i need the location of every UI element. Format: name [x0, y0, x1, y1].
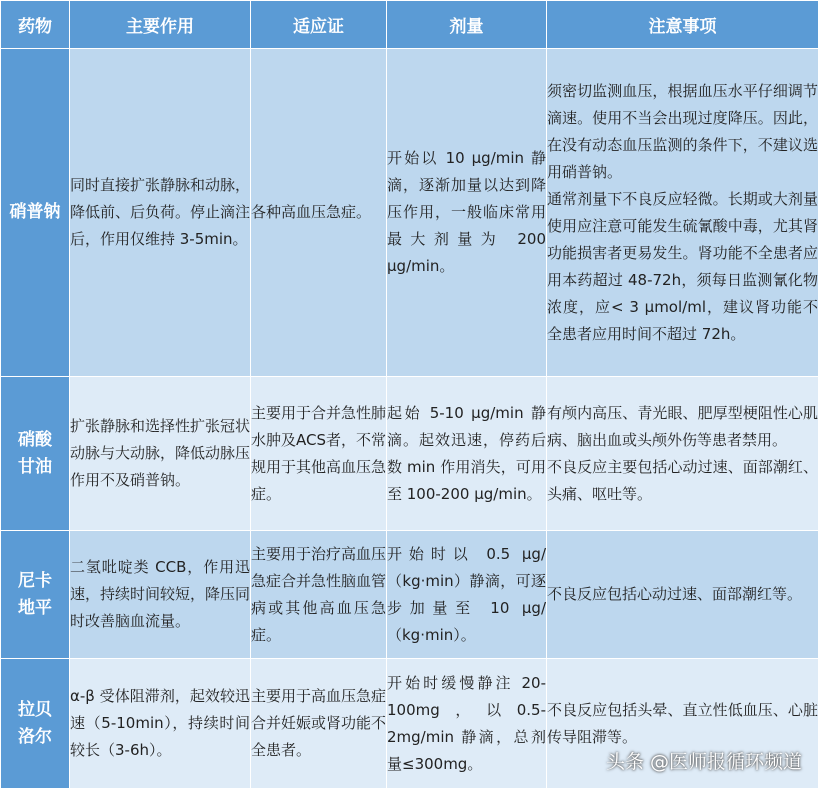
notes-paragraph: 不良反应包括心动过速、面部潮红等。: [547, 581, 818, 608]
header-action: 主要作用: [70, 1, 251, 49]
notes-cell: [547, 531, 818, 659]
indication-cell: 主要用于治疗高血压急症合并急性脑血管病或其他高血压急症。: [251, 531, 387, 659]
action-cell: α-β 受体阻滞剂，起效较迅速（5-10min），持续时间较长（3-6h）。: [70, 659, 251, 789]
table-row: [1, 531, 818, 659]
drug-name-line: 地平: [1, 595, 69, 622]
indication-cell: 主要用于高血压急症合并妊娠或肾功能不全患者。: [251, 659, 387, 789]
notes-paragraph: 须密切监测血压，根据血压水平仔细调节滴速。使用不当会出现过度降压。因此，在没有动态血压监测的条件下，不建议选用硝普钠。: [547, 78, 818, 186]
action-cell: 扩张静脉和选择性扩张冠状动脉与大动脉，降低动脉压作用不及硝普钠。: [70, 377, 251, 531]
drug-name-line: 硝普钠: [1, 199, 69, 226]
table-row: [1, 377, 818, 531]
watermark: 头条 @医师报循环频道: [606, 747, 802, 774]
indication-cell: 主要用于合并急性肺水肿及ACS者，不常规用于其他高血压急症。: [251, 377, 387, 531]
drug-name-line: 尼卡: [1, 568, 69, 595]
drug-name-line: 甘油: [1, 454, 69, 481]
drug-name: [1, 377, 70, 531]
indication-cell: 各种高血压急症。: [251, 49, 387, 377]
dose-cell: 开始时缓慢静注 20-100mg，以0.5-2mg/min 静滴，总剂量≤300mg。: [387, 659, 547, 789]
drug-name-line: 洛尔: [1, 724, 69, 751]
drug-name: [1, 659, 70, 789]
action-cell: 同时直接扩张静脉和动脉，降低前、后负荷。停止滴注后，作用仅维持 3-5min。: [70, 49, 251, 377]
drug-name: [1, 531, 70, 659]
header-notes: 注意事项: [547, 1, 818, 49]
notes-paragraph: 不良反应包括头晕、直立性低血压、心脏传导阻滞等。: [547, 697, 818, 751]
table-header: [1, 1, 818, 49]
header-dose: 剂量: [387, 1, 547, 49]
notes-paragraph: 有颅内高压、青光眼、肥厚型梗阻性心肌病、脑出血或头颅外伤等患者禁用。: [547, 400, 818, 454]
notes-paragraph: 不良反应主要包括心动过速、面部潮红、头痛、呕吐等。: [547, 454, 818, 508]
drug-name: [1, 49, 70, 377]
drug-name-line: 硝酸: [1, 427, 69, 454]
drug-name-line: 拉贝: [1, 697, 69, 724]
dose-cell: 开始以 10 μg/min 静滴，逐渐加量以达到降压作用，一般临床常用最大剂量为 200 μg/min。: [387, 49, 547, 377]
header-indication: 适应证: [251, 1, 387, 49]
notes-cell: [547, 49, 818, 377]
notes-paragraph: 通常剂量下不良反应轻微。长期或大剂量使用应注意可能发生硫氰酸中毒，尤其肾功能损害者更易发生。肾功能不全患者应用本药超过 48-72h，须每日监测氰化物浓度，应< 3 μmol/ml，建议肾功能不全患者应用时间不超过 72h。: [547, 186, 818, 348]
table-row: [1, 49, 818, 377]
dose-cell: 开始时以 0.5 μg/（kg·min）静滴，可逐步加量至 10 μg/（kg·min）。: [387, 531, 547, 659]
dose-cell: 起始 5-10 μg/min 静滴。起效迅速，停药后数 min 作用消失，可用至 100-200 μg/min。: [387, 377, 547, 531]
notes-cell: [547, 377, 818, 531]
action-cell: 二氢吡啶类 CCB，作用迅速，持续时间较短，降压同时改善脑血流量。: [70, 531, 251, 659]
header-drug: 药物: [1, 1, 70, 49]
